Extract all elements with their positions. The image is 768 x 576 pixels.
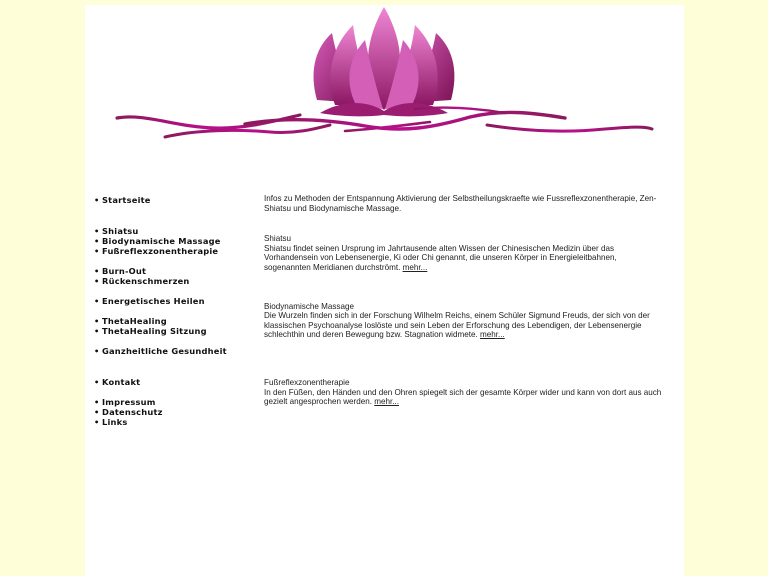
section-text xyxy=(264,311,664,340)
nav-item-ganzheitliche-gesundheit[interactable] xyxy=(94,346,254,356)
nav-item-thetahealing[interactable] xyxy=(94,316,254,326)
bullet-icon: • xyxy=(94,296,100,306)
nav-item-label: Shiatsu xyxy=(102,226,139,236)
nav-item-label: Ganzheitliche Gesundheit xyxy=(102,346,227,356)
page-container xyxy=(85,5,684,576)
nav-group-conditions xyxy=(94,266,254,286)
nav-group-health xyxy=(94,346,254,356)
more-link-reflexology[interactable]: mehr... xyxy=(374,397,399,407)
main-navigation xyxy=(94,195,254,437)
nav-item-label: Impressum xyxy=(102,397,156,407)
nav-item-kontakt[interactable] xyxy=(94,377,254,387)
section-body: Shiatsu findet seinen Ursprung im Jahrtausende alten Wissen der Chinesischen Medizin über das Vorhandensein von Lebensenergie, Ki oder Chi genannt, die unseren Körper in Energieleitbahnen, sogenannten Meridianen durchströmt. xyxy=(264,243,617,272)
nav-item-thetahealing-sitzung[interactable] xyxy=(94,326,254,336)
bullet-icon: • xyxy=(94,236,100,246)
nav-group-home xyxy=(94,195,254,205)
nav-item-label: Datenschutz xyxy=(102,407,163,417)
more-link-shiatsu[interactable]: mehr... xyxy=(402,262,428,272)
nav-item-burn-out[interactable] xyxy=(94,266,254,276)
nav-item-label: ThetaHealing xyxy=(102,316,167,326)
bullet-icon: • xyxy=(94,195,100,205)
nav-item-energetisches-heilen[interactable] xyxy=(94,296,254,306)
nav-item-impressum[interactable] xyxy=(94,397,254,407)
nav-item-fussreflexzonentherapie[interactable] xyxy=(94,246,254,256)
section-shiatsu xyxy=(264,234,664,272)
section-body: In den Füßen, den Händen und den Ohren spiegelt sich der gesamte Körper wider und kann von dort aus auch gezielt angesprochen werden. xyxy=(264,387,662,407)
intro-text: Infos zu Methoden der Entspannung Aktivierung der Selbstheilungskraefte wie Fussreflexzonentherapie, Zen-Shiatsu und Biodynamische Massage. xyxy=(264,194,657,213)
nav-item-label: Startseite xyxy=(102,195,151,205)
bullet-icon: • xyxy=(94,246,100,256)
section-biodynamic-massage xyxy=(264,302,664,340)
nav-item-label: Burn-Out xyxy=(102,266,147,276)
section-text xyxy=(264,244,664,273)
bullet-icon: • xyxy=(94,377,100,387)
nav-group-energy xyxy=(94,296,254,306)
lotus-flower xyxy=(314,7,455,116)
nav-item-datenschutz[interactable] xyxy=(94,407,254,417)
bullet-icon: • xyxy=(94,397,100,407)
nav-item-label: ThetaHealing Sitzung xyxy=(102,326,207,336)
section-body: Die Wurzeln finden sich in der Forschung Wilhelm Reichs, einem Schüler Sigmund Freuds, der sich von der klassischen Psychoanalyse loslöste und sein Leben der Erforschung des Lebendigen, der Lebensenergie schlechthin und deren Bewegung bzw. Stagnation widmete. xyxy=(264,311,650,340)
nav-group-theta xyxy=(94,316,254,336)
nav-item-startseite[interactable] xyxy=(94,195,254,205)
bullet-icon: • xyxy=(94,326,100,336)
nav-item-rueckenschmerzen[interactable] xyxy=(94,276,254,286)
nav-group-legal xyxy=(94,397,254,427)
nav-item-label: Fußreflexzonentherapie xyxy=(102,246,219,256)
nav-group-contact xyxy=(94,377,254,387)
nav-item-label: Rückenschmerzen xyxy=(102,276,190,286)
section-reflexology xyxy=(264,378,664,407)
more-link-biodynamic[interactable]: mehr... xyxy=(479,330,505,340)
nav-item-links[interactable] xyxy=(94,417,254,427)
nav-item-label: Energetisches Heilen xyxy=(102,296,205,306)
bullet-icon: • xyxy=(94,276,100,286)
nav-item-label: Kontakt xyxy=(102,377,141,387)
bullet-icon: • xyxy=(94,316,100,326)
bullet-icon: • xyxy=(94,226,100,236)
nav-item-shiatsu[interactable] xyxy=(94,226,254,236)
nav-group-treatments xyxy=(94,226,254,256)
nav-item-label: Biodynamische Massage xyxy=(102,236,221,246)
nav-item-biodynamische-massage[interactable] xyxy=(94,236,254,246)
bullet-icon: • xyxy=(94,266,100,276)
lotus-banner-logo xyxy=(85,5,684,155)
section-text xyxy=(264,388,664,407)
bullet-icon: • xyxy=(94,417,100,427)
section-title: Fußreflexzonentherapie xyxy=(264,377,350,387)
nav-item-label: Links xyxy=(102,417,128,427)
section-title: Shiatsu xyxy=(264,234,291,244)
main-content xyxy=(264,194,664,407)
bullet-icon: • xyxy=(94,346,100,356)
bullet-icon: • xyxy=(94,407,100,417)
section-title: Biodynamische Massage xyxy=(264,301,354,311)
